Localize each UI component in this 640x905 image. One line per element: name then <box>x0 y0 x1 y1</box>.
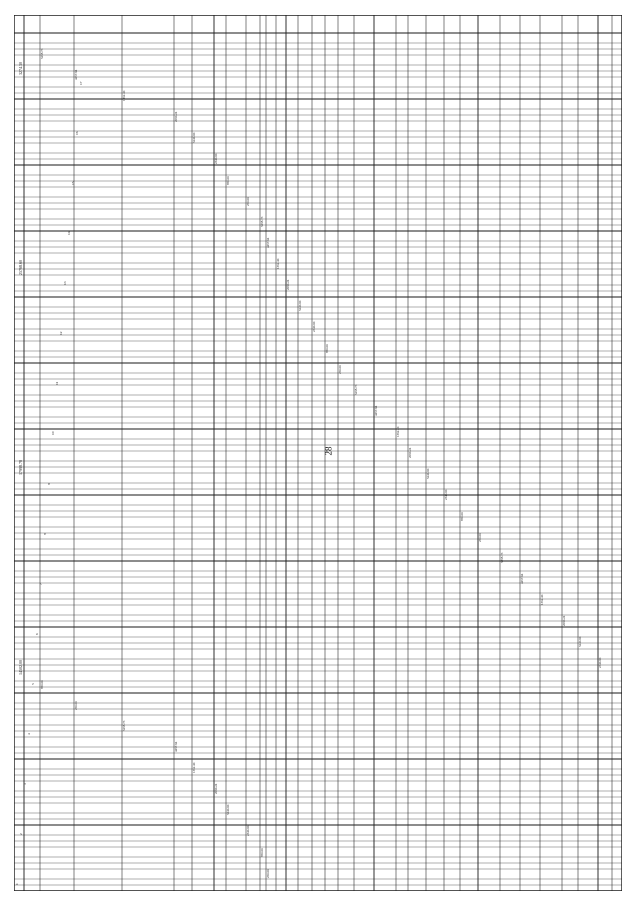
header-number: 1 <box>15 883 19 885</box>
cell-value: 4457.94 <box>266 237 270 248</box>
total-value: 14502.00 <box>18 660 23 675</box>
header-number: 17 <box>79 81 83 85</box>
cell-value: 260.00 <box>338 365 342 374</box>
header-number: 7 <box>39 583 43 585</box>
cell-value: 5240.00 <box>426 468 430 479</box>
cell-value: 5268.73 <box>354 384 358 395</box>
header-number: 8 <box>43 533 47 535</box>
cell-value: 1362.40 <box>122 90 126 101</box>
cell-value: 2060.24 <box>174 111 178 122</box>
cell-value: 4457.94 <box>374 405 378 416</box>
header-number: 4 <box>27 733 31 735</box>
total-value: 25768.60 <box>18 260 23 275</box>
cell-value: 5268.73 <box>40 48 44 59</box>
cell-value: 4457.94 <box>520 573 524 584</box>
cell-value: 5240.00 <box>578 636 582 647</box>
table-grid <box>14 15 622 891</box>
scanned-rotated-table <box>14 15 622 891</box>
header-number: 3 <box>23 783 27 785</box>
cell-value: 260.00 <box>266 869 270 878</box>
header-number: 16 <box>75 131 79 135</box>
header-number: 12 <box>59 331 63 335</box>
cell-value: 260.00 <box>74 701 78 710</box>
header-number: 2 <box>19 833 23 835</box>
cell-value: 5268.73 <box>260 216 264 227</box>
cell-value: 5240.00 <box>192 132 196 143</box>
header-number: 5 <box>31 683 35 685</box>
header-number: 11 <box>55 381 59 385</box>
header-number: 10 <box>51 431 55 435</box>
cell-value: 5268.73 <box>500 552 504 563</box>
cell-value: 2060.24 <box>214 783 218 794</box>
cell-value: 260.00 <box>478 533 482 542</box>
cell-value: 5268.73 <box>122 720 126 731</box>
cell-value: 4457.94 <box>74 69 78 80</box>
cell-value: 4457.94 <box>174 741 178 752</box>
cell-value: 2340.00 <box>312 321 316 332</box>
page-number: 28 <box>323 446 333 456</box>
header-number: 13 <box>63 281 67 285</box>
cell-value: 2340.00 <box>214 153 218 164</box>
total-value: 3274.30 <box>18 62 23 75</box>
cell-value: 2060.24 <box>286 279 290 290</box>
header-number: 15 <box>71 181 75 185</box>
header-number: 14 <box>67 231 71 235</box>
header-number: 6 <box>35 633 39 635</box>
cell-value: 5240.00 <box>226 804 230 815</box>
cell-value: 850.00 <box>40 680 44 689</box>
cell-value: 260.00 <box>246 197 250 206</box>
cell-value: 1362.40 <box>192 762 196 773</box>
cell-value: 5240.00 <box>298 300 302 311</box>
header-number: 9 <box>47 483 51 485</box>
cell-value: 1362.40 <box>276 258 280 269</box>
cell-value: 1362.40 <box>396 426 400 437</box>
cell-value: 2340.00 <box>246 825 250 836</box>
cell-value: 850.00 <box>260 848 264 857</box>
total-value: 17998.78 <box>18 460 23 475</box>
cell-value: 1362.40 <box>540 594 544 605</box>
cell-value: 2340.00 <box>444 489 448 500</box>
cell-value: 2060.24 <box>408 447 412 458</box>
cell-value: 2340.00 <box>598 657 602 668</box>
cell-value: 2060.24 <box>562 615 566 626</box>
cell-value: 850.00 <box>325 344 329 353</box>
cell-value: 850.00 <box>226 176 230 185</box>
cell-value: 850.00 <box>460 512 464 521</box>
